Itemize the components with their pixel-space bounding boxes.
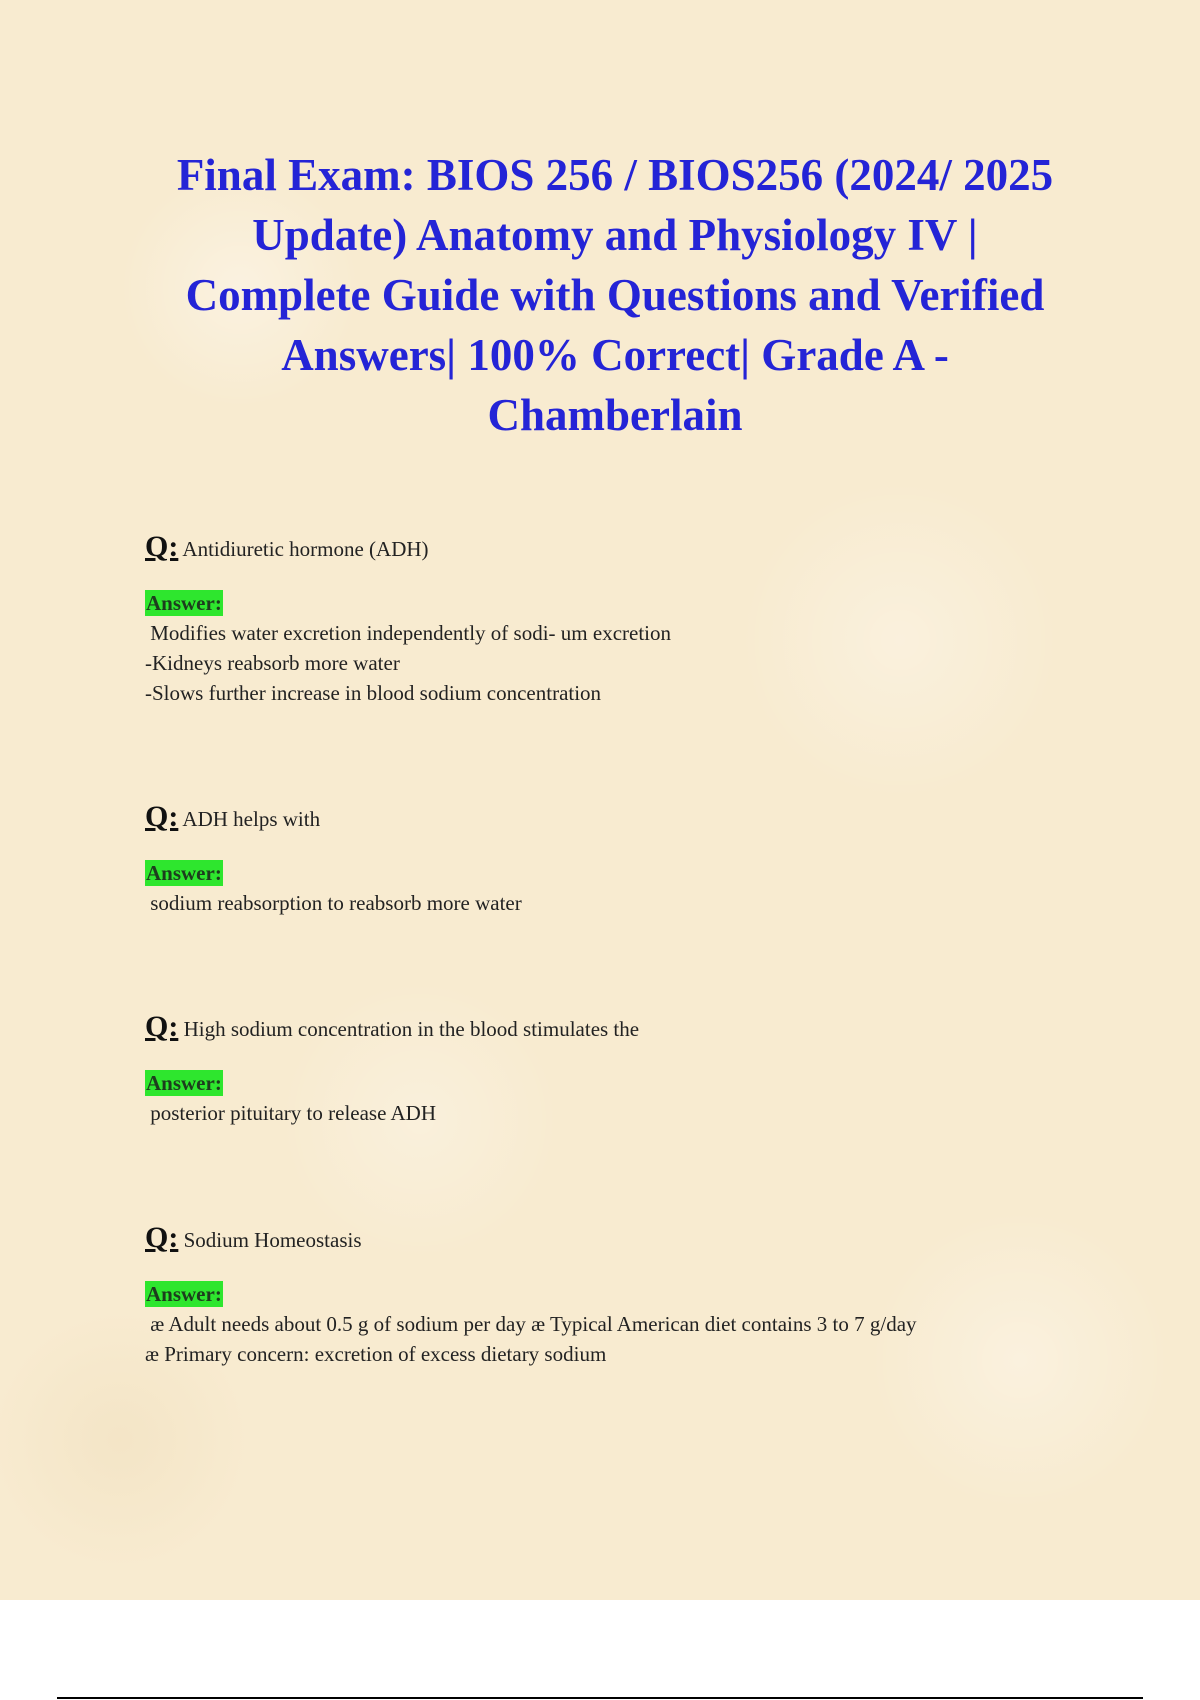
answer-line: æ Primary concern: excretion of excess dietary sodium <box>145 1342 607 1366</box>
answer-text <box>145 888 1105 918</box>
answer-label: Answer: <box>146 1071 222 1095</box>
footer-divider <box>57 1697 1143 1699</box>
title-line: Chamberlain <box>487 390 743 440</box>
qa-item <box>145 1221 1105 1369</box>
title-line: Final Exam: BIOS 256 / BIOS256 (2024/ 2025 <box>176 150 1054 200</box>
question-marker: Q: <box>145 530 179 563</box>
title-line: Complete Guide with Questions and Verified <box>185 270 1045 320</box>
answer-line: -Kidneys reabsorb more water <box>145 651 400 675</box>
question-marker: Q: <box>145 1010 179 1043</box>
answer-text <box>145 1309 1105 1369</box>
answer-line: posterior pituitary to release ADH <box>145 1101 437 1125</box>
qa-item <box>145 530 1105 708</box>
question-text: High sodium concentration in the blood stimulates the <box>183 1017 640 1041</box>
title-line: Update) Anatomy and Physiology IV | <box>252 210 978 260</box>
answer-label: Answer: <box>146 591 222 615</box>
document-title <box>110 145 1120 445</box>
answer-line: Modifies water excretion independently of sodi- um excretion <box>145 621 672 645</box>
answer-label: Answer: <box>146 861 222 885</box>
question-text: ADH helps with <box>182 807 321 831</box>
question-line <box>145 1010 1105 1044</box>
qa-item <box>145 1010 1105 1128</box>
answer-text <box>145 618 1105 708</box>
answer-line: sodium reabsorption to reabsorb more water <box>145 891 522 915</box>
answer-line: æ Adult needs about 0.5 g of sodium per day æ Typical American diet contains 3 to 7 g/day <box>145 1312 917 1336</box>
question-marker: Q: <box>145 1221 179 1254</box>
question-line <box>145 530 1105 564</box>
question-line <box>145 1221 1105 1255</box>
answer-text <box>145 1098 1105 1128</box>
answer-line: -Slows further increase in blood sodium concentration <box>145 681 602 705</box>
question-text: Sodium Homeostasis <box>183 1228 362 1252</box>
question-line <box>145 800 1105 834</box>
title-line: Answers| 100% Correct| Grade A - <box>281 330 949 380</box>
question-marker: Q: <box>145 800 179 833</box>
qa-item <box>145 800 1105 918</box>
question-text: Antidiuretic hormone (ADH) <box>182 537 429 561</box>
answer-label: Answer: <box>146 1282 222 1306</box>
